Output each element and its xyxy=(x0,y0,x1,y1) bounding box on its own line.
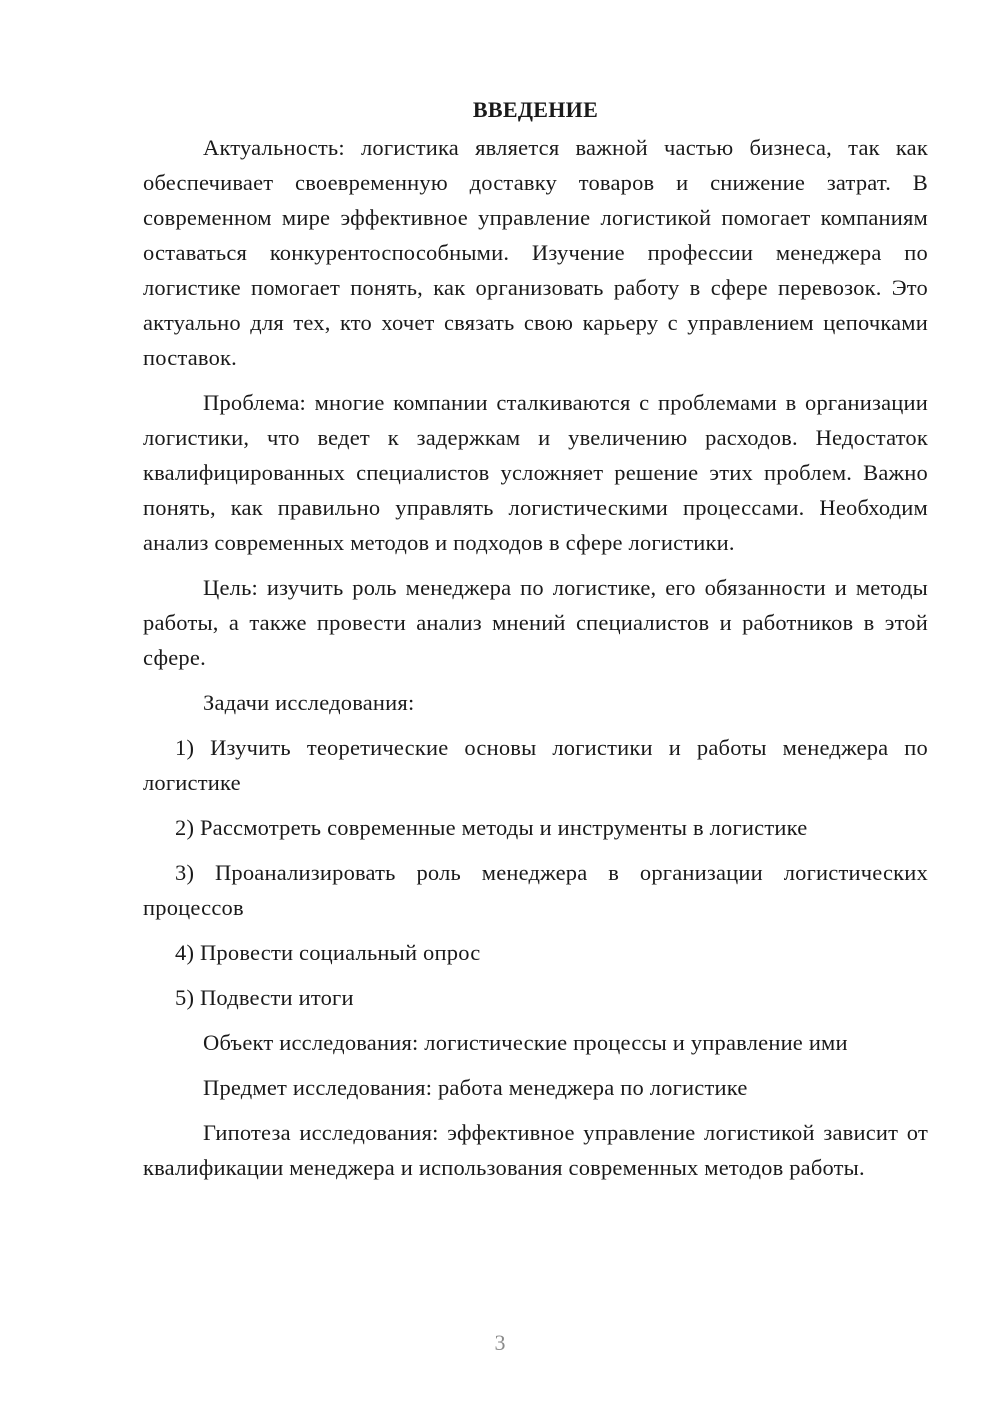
task-item-2: 2) Рассмотреть современные методы и инструменты в логистике xyxy=(175,815,808,840)
tasks-title: Задачи исследования: xyxy=(203,690,415,715)
paragraph-goal: Цель: изучить роль менеджера по логистике, его обязанности и методы работы, а также провести анализ мнений специалистов и работников в этой сфере. xyxy=(143,575,928,670)
task-item-3: 3) Проанализировать роль менеджера в организации логистических процессов xyxy=(143,860,928,920)
paragraph-subject: Предмет исследования: работа менеджера по логистике xyxy=(203,1075,748,1100)
task-item-4: 4) Провести социальный опрос xyxy=(175,940,481,965)
section-heading: ВВЕДЕНИЕ xyxy=(472,97,599,122)
task-item-1: 1) Изучить теоретические основы логистики и работы менеджера по логистике xyxy=(143,735,928,795)
paragraph-problem: Проблема: многие компании сталкиваются с проблемами в организации логистики, что ведет к задержкам и увеличению расходов. Недостаток квалифицированных специалистов усложняет решение этих проблем. Важно понять, как правильно управлять логистическими процессами. Необходим анализ современных методов и подходов в сфере логистики. xyxy=(143,390,928,555)
paragraph-object: Объект исследования: логистические процессы и управление ими xyxy=(203,1030,848,1055)
document-page xyxy=(143,90,928,1195)
paragraph-relevance: Актуальность: логистика является важной частью бизнеса, так как обеспечивает своевременную доставку товаров и снижение затрат. В современном мире эффективное управление логистикой помогает компаниям оставаться конкурентоспособными. Изучение профессии менеджера по логистике помогает понять, как организовать работу в сфере перевозок. Это актуально для тех, кто хочет связать свою карьеру с управлением цепочками поставок. xyxy=(143,135,928,370)
task-item-5: 5) Подвести итоги xyxy=(175,985,354,1010)
page-number: 3 xyxy=(494,1330,506,1355)
paragraph-hypothesis: Гипотеза исследования: эффективное управление логистикой зависит от квалификации менеджера и использования современных методов работы. xyxy=(143,1120,928,1180)
